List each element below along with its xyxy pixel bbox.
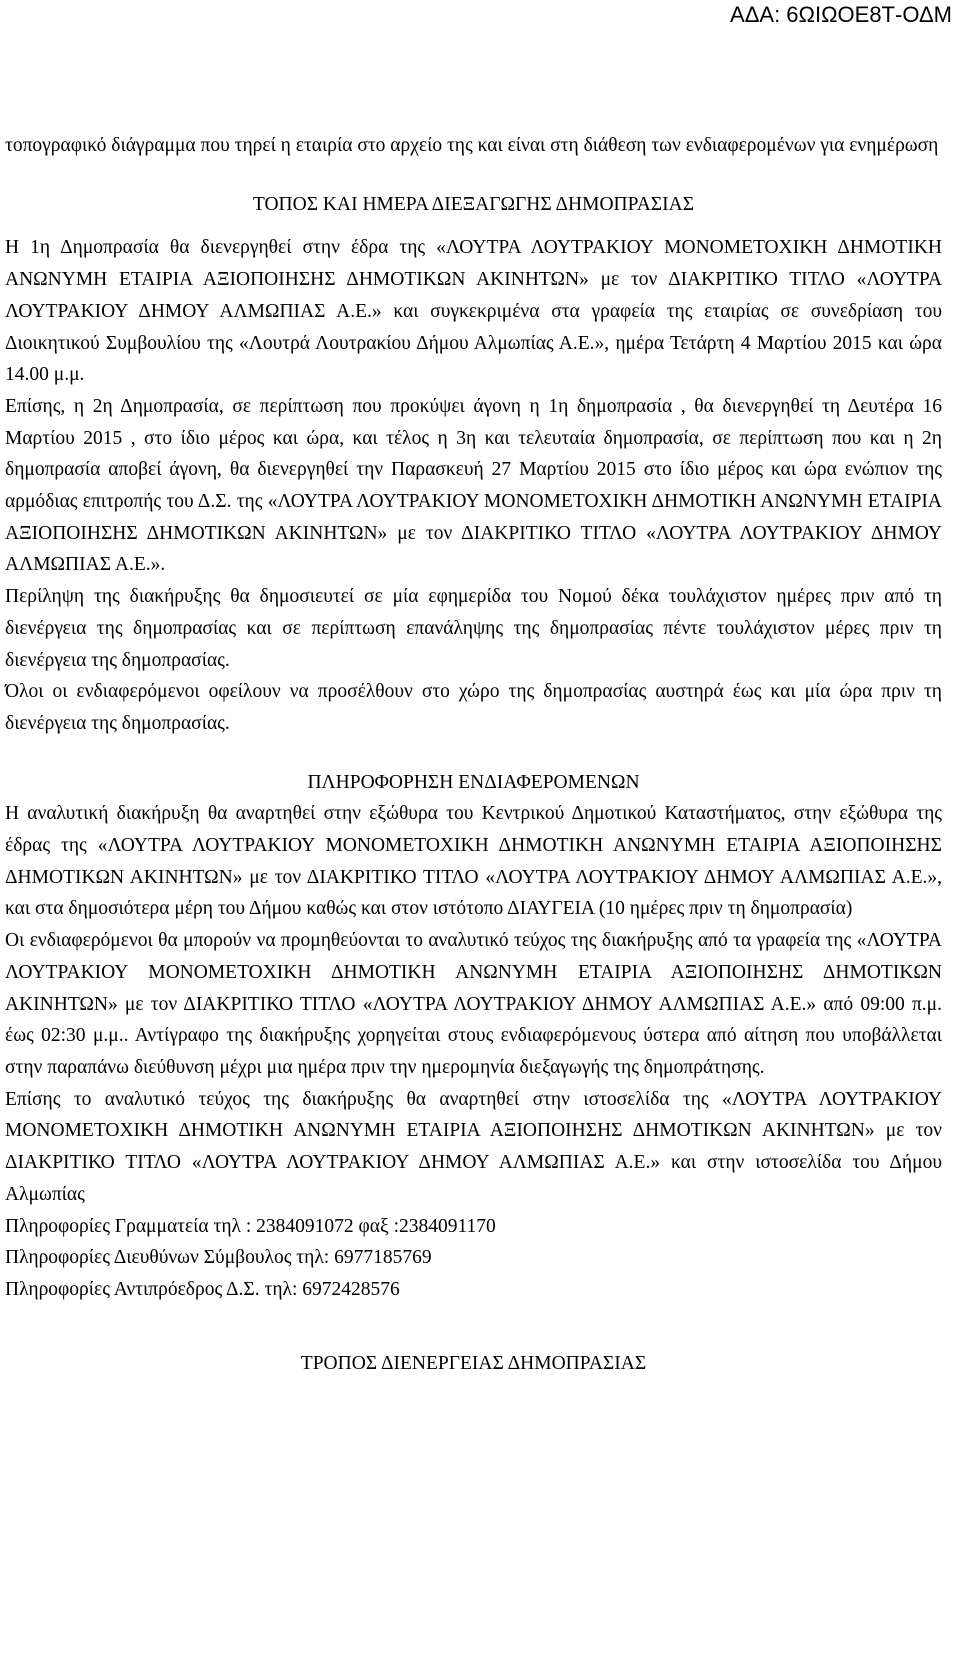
posting-paragraph: Η αναλυτική διακήρυξη θα αναρτηθεί στην εξώθυρα του Κεντρικού Δημοτικού Καταστήματος, στην εξώθυρα της έδρας της «ΛΟΥΤΡΑ ΛΟΥΤΡΑΚΙΟΥ ΜΟΝΟΜΕΤΟΧΙΚΗ ΔΗΜΟΤΙΚΗ ΑΝΩΝΥΜΗ ΕΤΑΙΡΙΑ ΑΞΙΟΠΟΙΗΣΗΣ ΔΗΜΟΤΙΚΩΝ ΑΚΙΝΗΤΩΝ» με τον ΔΙΑΚΡΙΤΙΚΟ ΤΙΤΛΟ «ΛΟΥΤΡΑ ΛΟΥΤΡΑΚΙΟΥ ΔΗΜΟΥ ΑΛΜΩΠΙΑΣ Α.Ε.», και στα δημοσιότερα μέρη του Δήμου καθώς και στον ιστότοπο ΔΙΑΥΓΕΙΑ (10 ημέρες πριν τη δημοπρασία) <box>5 803 942 920</box>
intro-paragraph: τοπογραφικό διάγραμμα που τηρεί η εταιρία στο αρχείο της και είναι στη διάθεση των ενδιαφερομένων για ενημέρωση <box>5 135 939 156</box>
section-title-auction-place: ΤΟΠΟΣ ΚΑΙ ΗΜΕΡΑ ΔΙΕΞΑΓΩΓΗΣ ΔΗΜΟΠΡΑΣΙΑΣ <box>252 193 695 215</box>
second-auction-paragraph: Επίσης, η 2η Δημοπρασία, σε περίπτωση που προκύψει άγονη η 1η δημοπρασία , θα διενεργηθεί τη Δευτέρα 16 Μαρτίου 2015 , στο ίδιο μέρος και ώρα, και τέλος η 3η και τελευταία δημοπρασία, σε περίπτωση που και η 2η δημοπρασία αποβεί άγονη, θα διενεργηθεί την Παρασκευή 27 Μαρτίου 2015 στο ίδιο μέρος και ώρα ενώπιον της αρμόδιας επιτροπής του Δ.Σ. της «ΛΟΥΤΡΑ ΛΟΥΤΡΑΚΙΟΥ ΜΟΝΟΜΕΤΟΧΙΚΗ ΔΗΜΟΤΙΚΗ ΑΝΩΝΥΜΗ ΕΤΑΙΡΙΑ ΑΞΙΟΠΟΙΗΣΗΣ ΔΗΜΟΤΙΚΩΝ ΑΚΙΝΗΤΩΝ» με τον ΔΙΑΚΡΙΤΙΚΟ ΤΙΤΛΟ «ΛΟΥΤΡΑ ΛΟΥΤΡΑΚΙΟΥ ΔΗΜΟΥ ΑΛΜΩΠΙΑΣ Α.Ε.». <box>5 395 942 576</box>
contact-secretariat: Πληροφορίες Γραμματεία τηλ : 2384091072 φαξ :2384091170 <box>5 1215 496 1237</box>
attendance-paragraph: Όλοι οι ενδιαφερόμενοι οφείλουν να προσέλθουν στο χώρο της δημοπρασίας αυστηρά έως και μία ώρα πριν τη διενέργεια της δημοπρασίας. <box>5 681 942 734</box>
ada-code: ΑΔΑ: 6ΩΙΩΟΕ8Τ-ΟΔΜ <box>730 2 952 27</box>
document-body <box>5 130 942 1379</box>
website-paragraph: Επίσης το αναλυτικό τεύχος της διακήρυξης θα αναρτηθεί στην ιστοσελίδα της «ΛΟΥΤΡΑ ΛΟΥΤΡΑΚΙΟΥ ΜΟΝΟΜΕΤΟΧΙΚΗ ΔΗΜΟΤΙΚΗ ΑΝΩΝΥΜΗ ΕΤΑΙΡΙΑ ΑΞΙΟΠΟΙΗΣΗΣ ΔΗΜΟΤΙΚΩΝ ΑΚΙΝΗΤΩΝ» με τον ΔΙΑΚΡΙΤΙΚΟ ΤΙΤΛΟ «ΛΟΥΤΡΑ ΛΟΥΤΡΑΚΙΟΥ ΔΗΜΟΥ ΑΛΜΩΠΙΑΣ Α.Ε.» και στην ιστοσελίδα του Δήμου Αλμωπίας <box>5 1088 942 1205</box>
summary-paragraph: Περίληψη της διακήρυξης θα δημοσιευτεί σε μία εφημερίδα του Νομού δέκα τουλάχιστον ημέρες πριν από τη διενέργεια της δημοπρασίας και σε περίπτωση επανάληψης της δημοπρασίας πέντε τουλάχιστον μέρες πριν τη διενέργεια της δημοπρασίας. <box>5 586 942 671</box>
section-title-auction-procedure: ΤΡΟΠΟΣ ΔΙΕΝΕΡΓΕΙΑΣ ΔΗΜΟΠΡΑΣΙΑΣ <box>300 1352 647 1374</box>
contact-vice-president: Πληροφορίες Αντιπρόεδρος Δ.Σ. τηλ: 6972428576 <box>5 1278 400 1300</box>
booklet-paragraph: Οι ενδιαφερόμενοι θα μπορούν να προμηθεύονται το αναλυτικό τεύχος της διακήρυξης από τα γραφεία της «ΛΟΥΤΡΑ ΛΟΥΤΡΑΚΙΟΥ ΜΟΝΟΜΕΤΟΧΙΚΗ ΔΗΜΟΤΙΚΗ ΑΝΩΝΥΜΗ ΕΤΑΙΡΙΑ ΑΞΙΟΠΟΙΗΣΗΣ ΔΗΜΟΤΙΚΩΝ ΑΚΙΝΗΤΩΝ» με τον ΔΙΑΚΡΙΤΙΚΟ ΤΙΤΛΟ «ΛΟΥΤΡΑ ΛΟΥΤΡΑΚΙΟΥ ΔΗΜΟΥ ΑΛΜΩΠΙΑΣ Α.Ε.» από 09:00 π.μ. έως 02:30 μ.μ.. Αντίγραφο της διακήρυξης χορηγείται στους ενδιαφερόμενους ύστερα από αίτηση που υποβάλλεται στην παραπάνω διεύθυνση μέχρι μια ημέρα πριν την ημερομηνία διεξαγωγής της δημοπράτησης. <box>5 930 942 1078</box>
contact-ceo: Πληροφορίες Διευθύνων Σύμβουλος τηλ: 6977185769 <box>5 1247 432 1269</box>
first-auction-paragraph: Η 1η Δημοπρασία θα διενεργηθεί στην έδρα της «ΛΟΥΤΡΑ ΛΟΥΤΡΑΚΙΟΥ ΜΟΝΟΜΕΤΟΧΙΚΗ ΔΗΜΟΤΙΚΗ ΑΝΩΝΥΜΗ ΕΤΑΙΡΙΑ ΑΞΙΟΠΟΙΗΣΗΣ ΔΗΜΟΤΙΚΩΝ ΑΚΙΝΗΤΩΝ» με τον ΔΙΑΚΡΙΤΙΚΟ ΤΙΤΛΟ «ΛΟΥΤΡΑ ΛΟΥΤΡΑΚΙΟΥ ΔΗΜΟΥ ΑΛΜΩΠΙΑΣ Α.Ε.» και συγκεκριμένα στα γραφεία της εταιρίας σε συνεδρίαση του Διοικητικού Συμβουλίου της «Λουτρά Λουτρακίου Δήμου Αλμωπίας Α.Ε.», ημέρα Τετάρτη 4 Μαρτίου 2015 και ώρα 14.00 μ.μ. <box>5 237 942 386</box>
section-title-information: ΠΛΗΡΟΦΟΡΗΣΗ ΕΝΔΙΑΦΕΡΟΜΕΝΩΝ <box>307 771 640 793</box>
